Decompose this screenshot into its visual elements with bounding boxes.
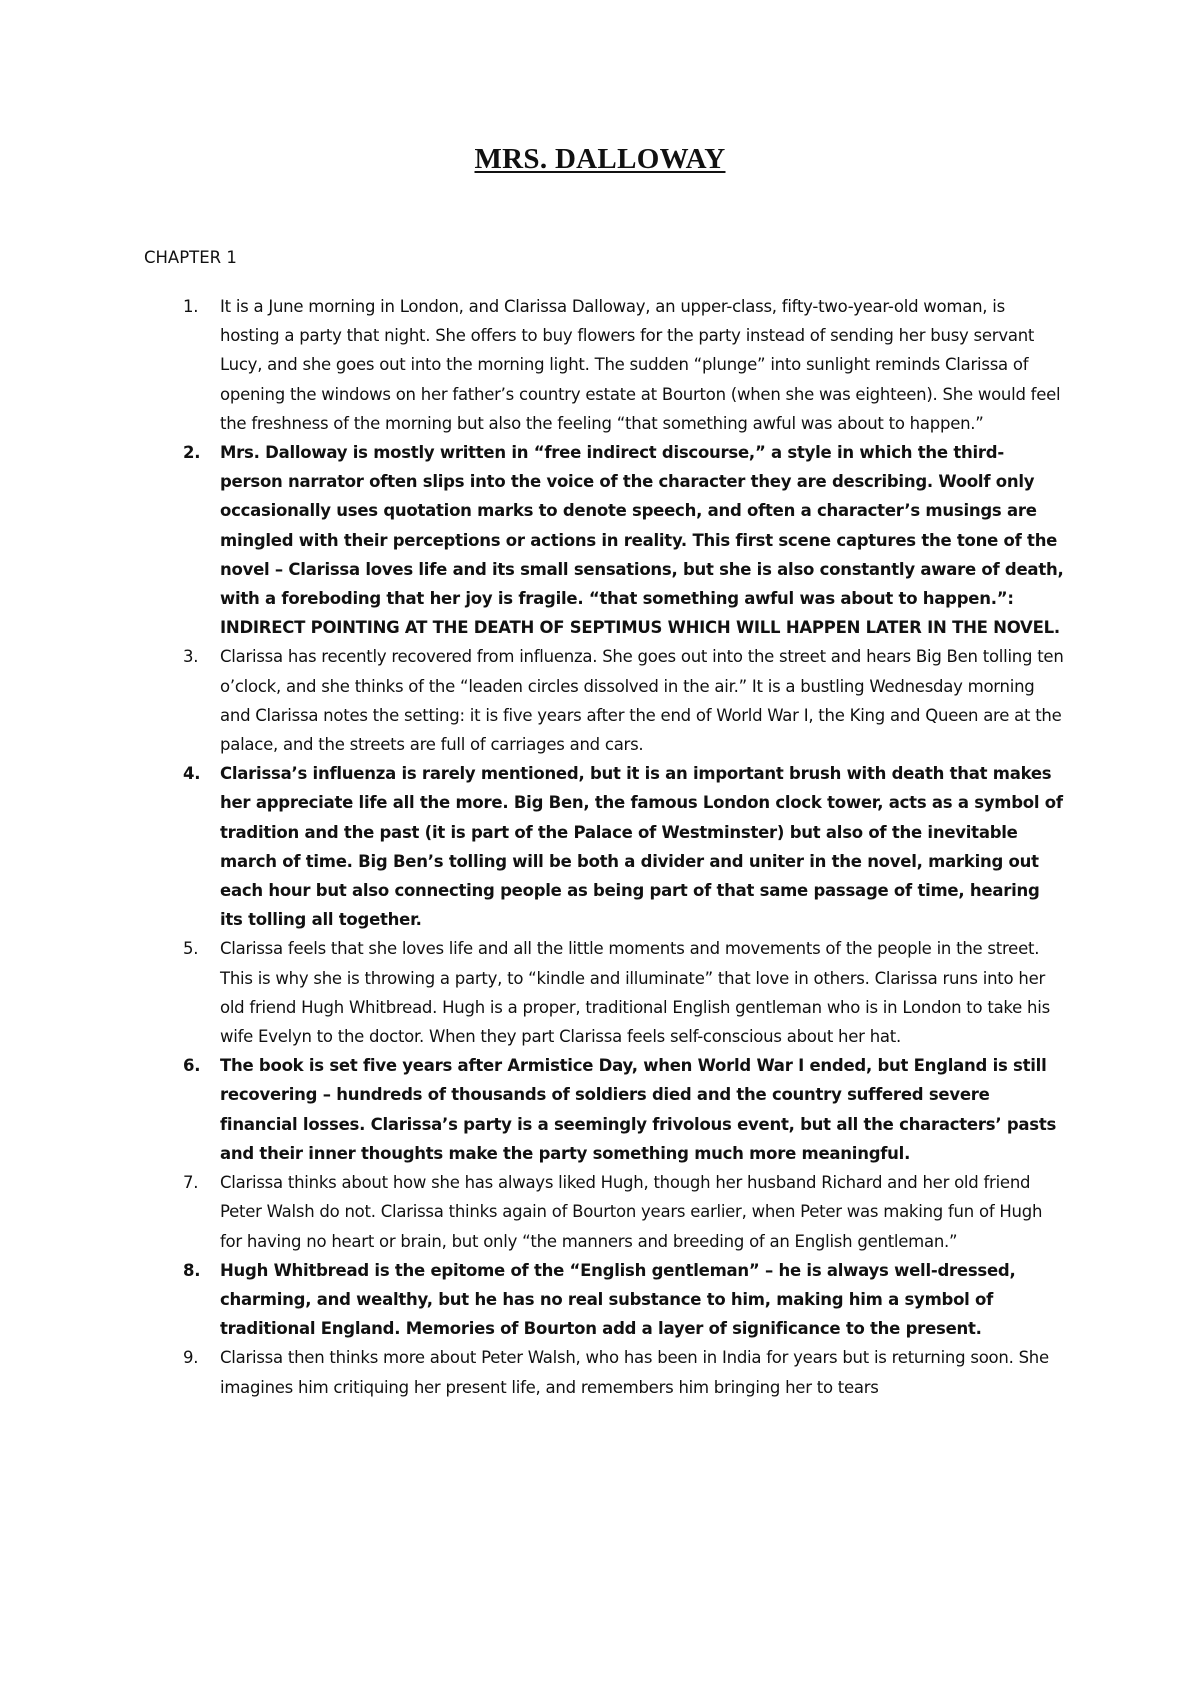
list-item: [144, 292, 1064, 438]
list-item-text: Clarissa thinks about how she has always liked Hugh, though her husband Richard and her old friend Peter Walsh do not. Clarissa thinks again of Bourton years earlier, when Peter was making fun of Hugh for having no heart or brain, but only “the manners and breeding of an English gentleman.”: [220, 1173, 1043, 1251]
list-item: [144, 1256, 1064, 1344]
list-item-text: Clarissa feels that she loves life and all the little moments and movements of the people in the street. This is why she is throwing a party, to “kindle and illuminate” that love in others. Clarissa runs into her old friend Hugh Whitbread. Hugh is a proper, traditional English gentleman who is in London to take his wife Evelyn to the doctor. When they part Clarissa feels self-conscious about her hat.: [220, 939, 1050, 1047]
list-item-text: Hugh Whitbread is the epitome of the “English gentleman” – he is always well-dressed, charming, and wealthy, but he has no real substance to him, making him a symbol of traditional England. Memories of Bourton add a layer of significance to the present.: [220, 1260, 1016, 1339]
list-item: [144, 438, 1064, 642]
document-title: MRS. DALLOWAY: [474, 143, 726, 175]
list-item-number: 9.: [183, 1348, 199, 1368]
list-item-number: 6.: [183, 1056, 201, 1076]
list-item-text: It is a June morning in London, and Clarissa Dalloway, an upper-class, fifty-two-year-old woman, is hosting a party that night. She offers to buy flowers for the party instead of sending her busy servant Lucy, and she goes out into the morning light. The sudden “plunge” into sunlight reminds Clarissa of opening the windows on her father’s country estate at Bourton (when she was eighteen). She would feel the freshness of the morning but also the feeling “that something awful was about to happen.”: [220, 297, 1061, 433]
list-item-text: Mrs. Dalloway is mostly written in “free indirect discourse,” a style in which the third-person narrator often slips into the voice of the character they are describing. Woolf only occasionally uses quotation marks to denote speech, and often a character’s musings are mingled with their perceptions or actions in reality. This first scene captures the tone of the novel – Clarissa loves life and its small sensations, but she is also constantly aware of death, with a foreboding that her joy is fragile. “that something awful was about to happen.”: INDIRECT POINTING AT THE DEATH OF SEPTIMUS WHICH WILL HAPPEN LATER IN THE NOVEL.: [220, 443, 1064, 638]
list-item: [144, 1343, 1064, 1401]
list-item-number: 1.: [183, 297, 199, 316]
list-item-text: Clarissa has recently recovered from influenza. She goes out into the street and hears Big Ben tolling ten o’clock, and she thinks of the “leaden circles dissolved in the air.” It is a bustling Wednesday morning and Clarissa notes the setting: it is five years after the end of World War I, the King and Queen are at the palace, and the streets are full of carriages and cars.: [220, 647, 1064, 755]
list-item: [144, 642, 1064, 759]
chapter-heading: CHAPTER 1: [144, 248, 237, 267]
list-item-number: 5.: [183, 939, 199, 959]
list-item-number: 4.: [183, 764, 201, 784]
list-item-number: 2.: [183, 443, 201, 463]
list-item-text: Clarissa’s influenza is rarely mentioned, but it is an important brush with death that makes her appreciate life all the more. Big Ben, the famous London clock tower, acts as a symbol of tradition and the past (it is part of the Palace of Westminster) but also of the inevitable march of time. Big Ben’s tolling will be both a divider and uniter in the novel, marking out each hour but also connecting people as being part of that same passage of time, hearing its tolling all together.: [220, 764, 1063, 930]
list-item: [144, 934, 1064, 1051]
list-item-number: 3.: [183, 647, 199, 667]
list-item-text: The book is set five years after Armistice Day, when World War I ended, but England is still recovering – hundreds of thousands of soldiers died and the country suffered severe financial losses. Clarissa’s party is a seemingly frivolous event, but all the characters’ pasts and their inner thoughts make the party something much more meaningful.: [220, 1056, 1057, 1163]
list-item-text: Clarissa then thinks more about Peter Walsh, who has been in India for years but is returning soon. She imagines him critiquing her present life, and remembers him bringing her to tears: [220, 1348, 1049, 1397]
list-item-number: 7.: [183, 1173, 199, 1193]
list-item: [144, 1051, 1064, 1168]
list-item: [144, 1168, 1064, 1256]
list-item: [144, 759, 1064, 934]
notes-list: [144, 292, 1064, 1402]
list-item-number: 8.: [183, 1260, 201, 1280]
